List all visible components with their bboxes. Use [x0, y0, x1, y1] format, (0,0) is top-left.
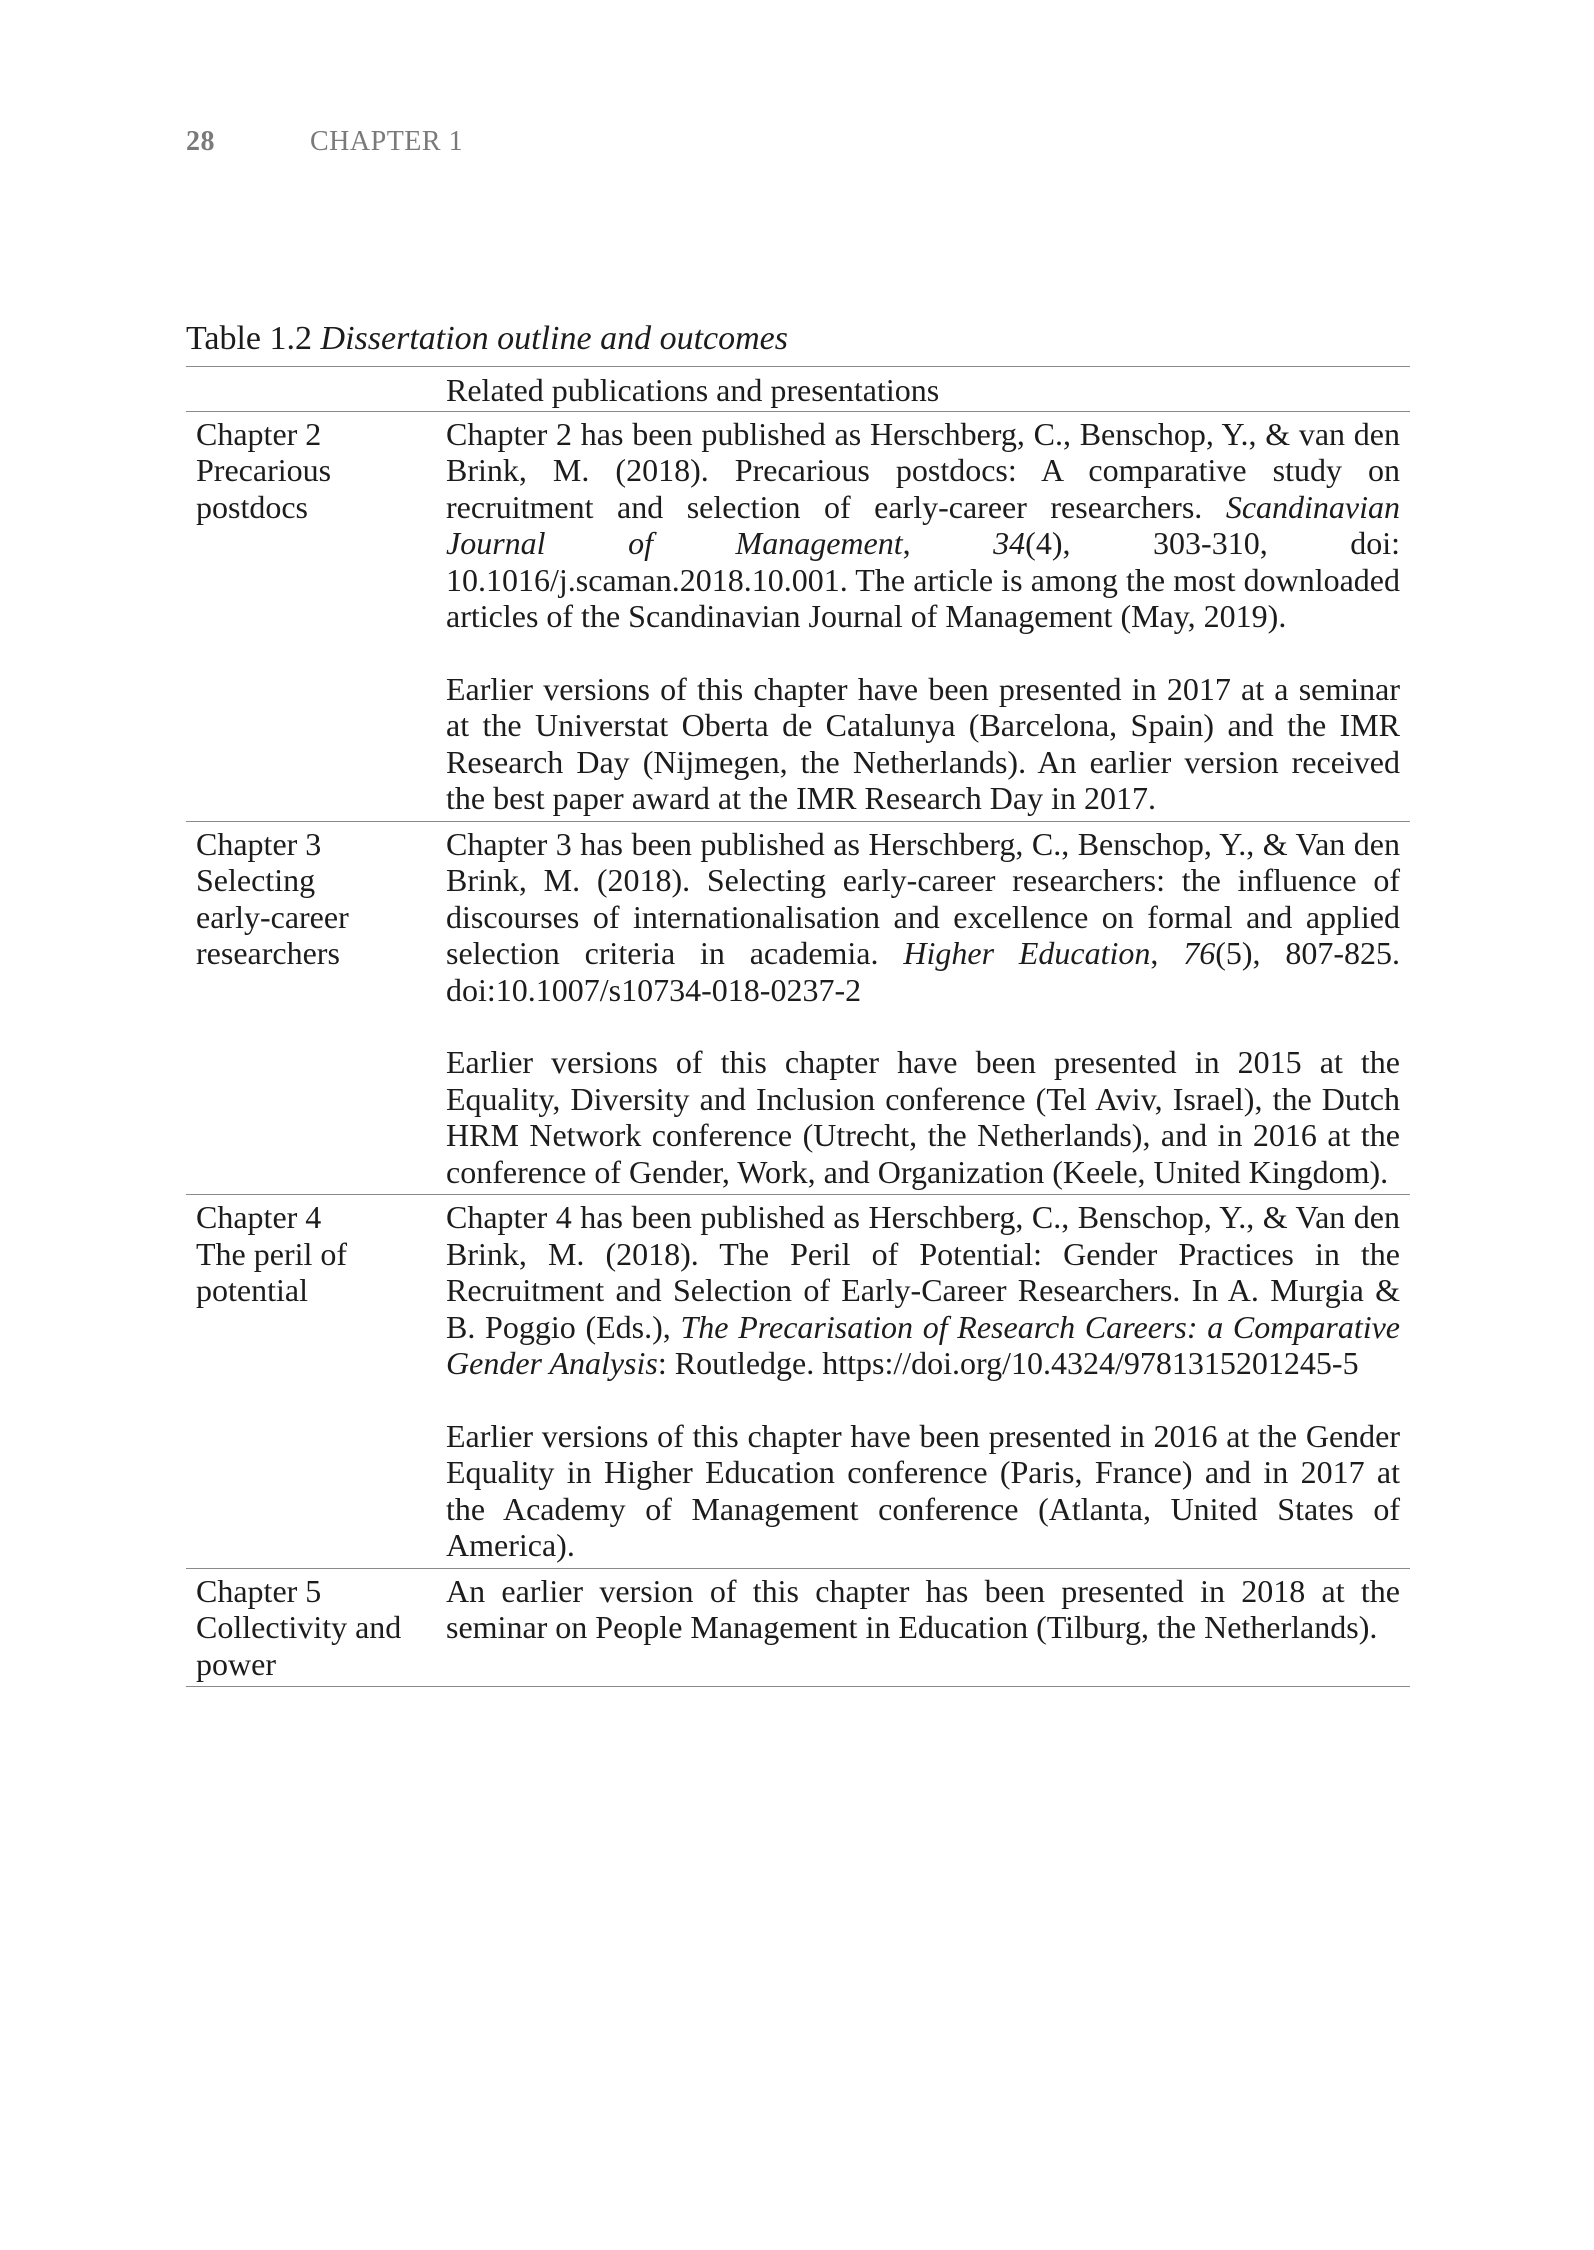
chapter-number: Chapter 2: [196, 415, 322, 452]
chapter-number: Chapter 5: [196, 1572, 322, 1609]
chapter-title-line: postdocs: [196, 488, 308, 525]
publication-paragraph: [446, 416, 1400, 635]
book-title: The Precarisation of Research Careers: a Comparative Gender Analysis: [446, 1308, 1400, 1381]
table-caption: [186, 320, 788, 358]
table-label: Table 1.2: [186, 320, 313, 357]
chapter-title-line: researchers: [196, 935, 340, 971]
page-number: 28: [186, 126, 215, 157]
presentation-paragraph: An earlier version of this chapter has been presented in 2018 at the seminar on People Management in Education (Tilburg, the Netherlands).: [446, 1572, 1400, 1645]
presentation-paragraph: Earlier versions of this chapter have been presented in 2015 at the Equality, Diversity and Inclusion conference (Tel Aviv, Israel), the Dutch HRM Network conference (Utrecht, the Netherlands), and in 2016 at the conference of Gender, Work, and Organization (Keele, United Kingdom).: [446, 1044, 1400, 1190]
table-row-chapter-4: [186, 1195, 1410, 1569]
publication-cell: [446, 1568, 1410, 1687]
citation-sep: ,: [1150, 935, 1184, 971]
chapter-label: CHAPTER 1: [310, 126, 464, 157]
presentation-paragraph: Earlier versions of this chapter have been presented in 2016 at the Gender Equality in Higher Education conference (Paris, France) and in 2017 at the Academy of Management conference (Atlanta, United States of America).: [446, 1417, 1400, 1563]
table-header-row: [186, 367, 1410, 412]
chapter-cell: [186, 1195, 446, 1569]
chapter-cell: [186, 1568, 446, 1687]
journal-title: Scandinavian Journal of Management: [446, 488, 1400, 561]
chapter-title-line: The peril of: [196, 1235, 348, 1272]
publication-cell: [446, 411, 1410, 821]
citation-text: Chapter 2 has been published as Herschberg, C., Benschop, Y., & van den Brink, M. (2018). Precarious postdocs: A comparative study on recruitment and selection of early-career researchers.: [446, 415, 1400, 525]
chapter-title-line: potential: [196, 1272, 308, 1308]
chapter-title-line: power: [196, 1645, 276, 1682]
chapter-number: Chapter 4: [196, 1199, 322, 1235]
chapter-title-line: Precarious: [196, 452, 332, 488]
presentation-paragraph: Earlier versions of this chapter have been presented in 2017 at a seminar at the Universtat Oberta de Catalunya (Barcelona, Spain) and the IMR Research Day (Nijmegen, the Netherlands). An earlier version received the best paper award at the IMR Research Day in 2017.: [446, 670, 1400, 816]
journal-volume: 34: [993, 525, 1026, 561]
citation-text: : Routledge. https://doi.org/10.4324/9781315201245-5: [657, 1345, 1359, 1381]
chapter-title-line: Selecting: [196, 862, 316, 898]
table-title: Dissertation outline and outcomes: [320, 320, 788, 357]
journal-title: Higher Education: [903, 935, 1151, 971]
publication-paragraph: [446, 826, 1400, 1009]
table-row-chapter-3: [186, 821, 1410, 1195]
chapter-title-line: Collectivity and: [196, 1609, 402, 1645]
table-row-chapter-5: [186, 1568, 1410, 1687]
chapter-number: Chapter 3: [196, 825, 322, 862]
table-row-chapter-2: [186, 411, 1410, 821]
publication-paragraph: [446, 1199, 1400, 1382]
running-header: [186, 126, 463, 158]
citation-text: (5), 807-825. doi:10.1007/s10734-018-0237-2: [446, 935, 1401, 1008]
citation-text: Chapter 3 has been published as Herschberg, C., Benschop, Y., & Van den Brink, M. (2018). Selecting early-career researchers: the influence of discourses of internationalisation and excellence on formal and applied selection criteria in academia.: [446, 825, 1400, 971]
citation-text: (4), 303-310, doi: 10.1016/j.scaman.2018.10.001. The article is among the most downloaded articles of the Scandinavian Journal of Management (May, 2019).: [446, 525, 1401, 634]
chapter-title-line: early-career: [196, 898, 349, 935]
column-header: Related publications and presentations: [446, 372, 940, 408]
publication-cell: [446, 1195, 1410, 1569]
journal-volume: 76: [1183, 935, 1216, 971]
empty-header-cell: [186, 367, 446, 412]
chapter-cell: [186, 821, 446, 1195]
chapter-cell: [186, 411, 446, 821]
outline-table: [186, 366, 1410, 1687]
publication-cell: [446, 821, 1410, 1195]
citation-text: Chapter 4 has been published as Herschberg, C., Benschop, Y., & Van den Brink, M. (2018). The Peril of Potential: Gender Practices in the Recruitment and Selection of Early-Career Researchers. In A. Murgia & B. Poggio (Eds.),: [446, 1199, 1400, 1345]
citation-sep: ,: [902, 525, 994, 561]
